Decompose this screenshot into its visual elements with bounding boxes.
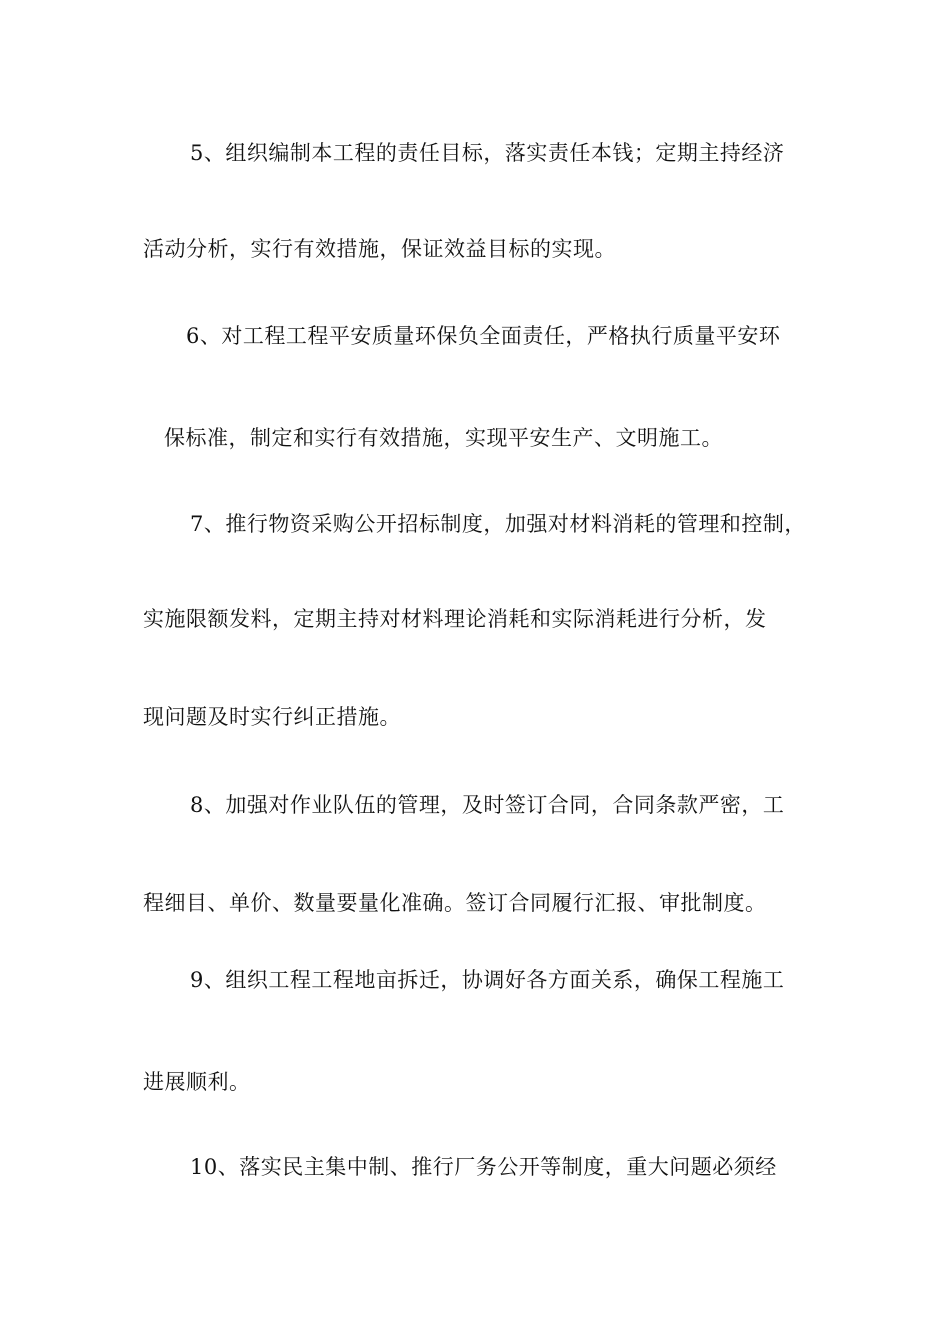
paragraph-7-line-2: 实施限额发料，定期主持对材料理论消耗和实际消耗进行分析，发 — [143, 607, 767, 631]
paragraph-9-line-1: 9、组织工程工程地亩拆迁，协调好各方面关系，确保工程施工 — [190, 968, 785, 992]
paragraph-7-line-3: 现问题及时实行纠正措施。 — [143, 705, 401, 729]
paragraph-5-line-2: 活动分析，实行有效措施，保证效益目标的实现。 — [143, 237, 616, 261]
paragraph-6-line-1: 6、对工程工程平安质量环保负全面责任，严格执行质量平安环 — [186, 324, 781, 348]
paragraph-8-line-2: 程细目、单价、数量要量化准确。签订合同履行汇报、审批制度。 — [143, 891, 767, 915]
paragraph-7-line-1: 7、推行物资采购公开招标制度，加强对材料消耗的管理和控制， — [190, 512, 806, 536]
paragraph-6-line-2: 保标准，制定和实行有效措施，实现平安生产、文明施工。 — [164, 426, 723, 450]
paragraph-5-line-1: 5、组织编制本工程的责任目标，落实责任本钱；定期主持经济 — [190, 141, 785, 165]
paragraph-8-line-1: 8、加强对作业队伍的管理，及时签订合同，合同条款严密，工 — [190, 793, 785, 817]
paragraph-9-line-2: 进展顺利。 — [143, 1070, 251, 1094]
paragraph-10-line-1: 10、落实民主集中制、推行厂务公开等制度，重大问题必须经 — [190, 1155, 777, 1179]
